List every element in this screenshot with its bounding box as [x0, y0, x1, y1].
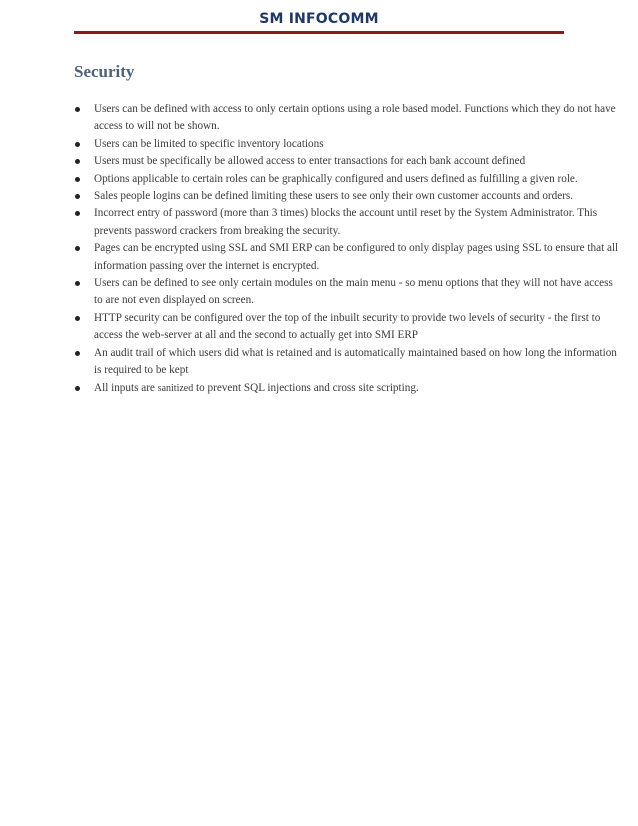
list-item-text: Incorrect entry of password (more than 3 times) blocks the account until reset by the System Administrator. This prevents password crackers from breaking the security. [94, 207, 598, 237]
list-item-text: Sales people logins can be defined limiting these users to see only their own customer accounts and orders. [94, 190, 574, 203]
list-item [74, 345, 622, 380]
list-item-text-start: All inputs are [94, 381, 158, 394]
bullet-icon [75, 246, 80, 251]
bullet-icon [75, 281, 80, 286]
company-name: SM INFOCOMM [259, 11, 379, 27]
bullet-icon [75, 159, 80, 164]
list-item-text: Pages can be encrypted using SSL and SMI ERP can be configured to only display pages using SSL to ensure that all information passing over the internet is encrypted. [94, 242, 619, 272]
list-item [74, 240, 622, 275]
list-item [74, 205, 622, 240]
list-item-text: Users can be defined to see only certain modules on the main menu - so menu options that they will not have access to are not even displayed on screen. [94, 277, 613, 307]
list-item [74, 275, 622, 310]
list-item-text: HTTP security can be configured over the top of the inbuilt security to provide two levels of security - the first to access the web-server at all and the second to actually get into SMI ERP [94, 311, 601, 342]
bullet-icon [75, 142, 80, 147]
bullet-icon [75, 351, 80, 356]
list-item [74, 101, 622, 136]
list-item [74, 171, 622, 188]
page-header [74, 8, 564, 32]
list-item-text: Options applicable to certain roles can be graphically configured and users defined as fulfilling a given role. [94, 172, 578, 185]
header-divider [74, 31, 564, 34]
list-item [74, 153, 622, 170]
bullet-icon [75, 107, 80, 112]
section-title: Security [74, 62, 135, 81]
list-item [74, 188, 622, 205]
list-item-text-end: to prevent SQL injections and cross site scripting. [193, 381, 419, 394]
list-item-text: An audit trail of which users did what is retained and is automatically maintained based on how long the information is required to be kept [94, 346, 617, 377]
bullet-icon [75, 386, 80, 391]
list-item-text: Users can be limited to specific inventory locations [94, 137, 324, 150]
list-item [74, 310, 622, 345]
bullet-icon [75, 194, 80, 199]
list-item-text: Users can be defined with access to only certain options using a role based model. Functions which they do not have access to will not be shown. [94, 103, 616, 133]
bullet-icon [75, 177, 80, 182]
security-features-list [74, 101, 622, 397]
list-item [74, 136, 622, 153]
bullet-icon [75, 211, 80, 216]
list-item-text: Users must be specifically be allowed access to enter transactions for each bank account defined [94, 155, 526, 168]
bullet-icon [75, 316, 80, 321]
list-item-text-small: sanitized [157, 382, 194, 394]
list-item [74, 380, 622, 397]
